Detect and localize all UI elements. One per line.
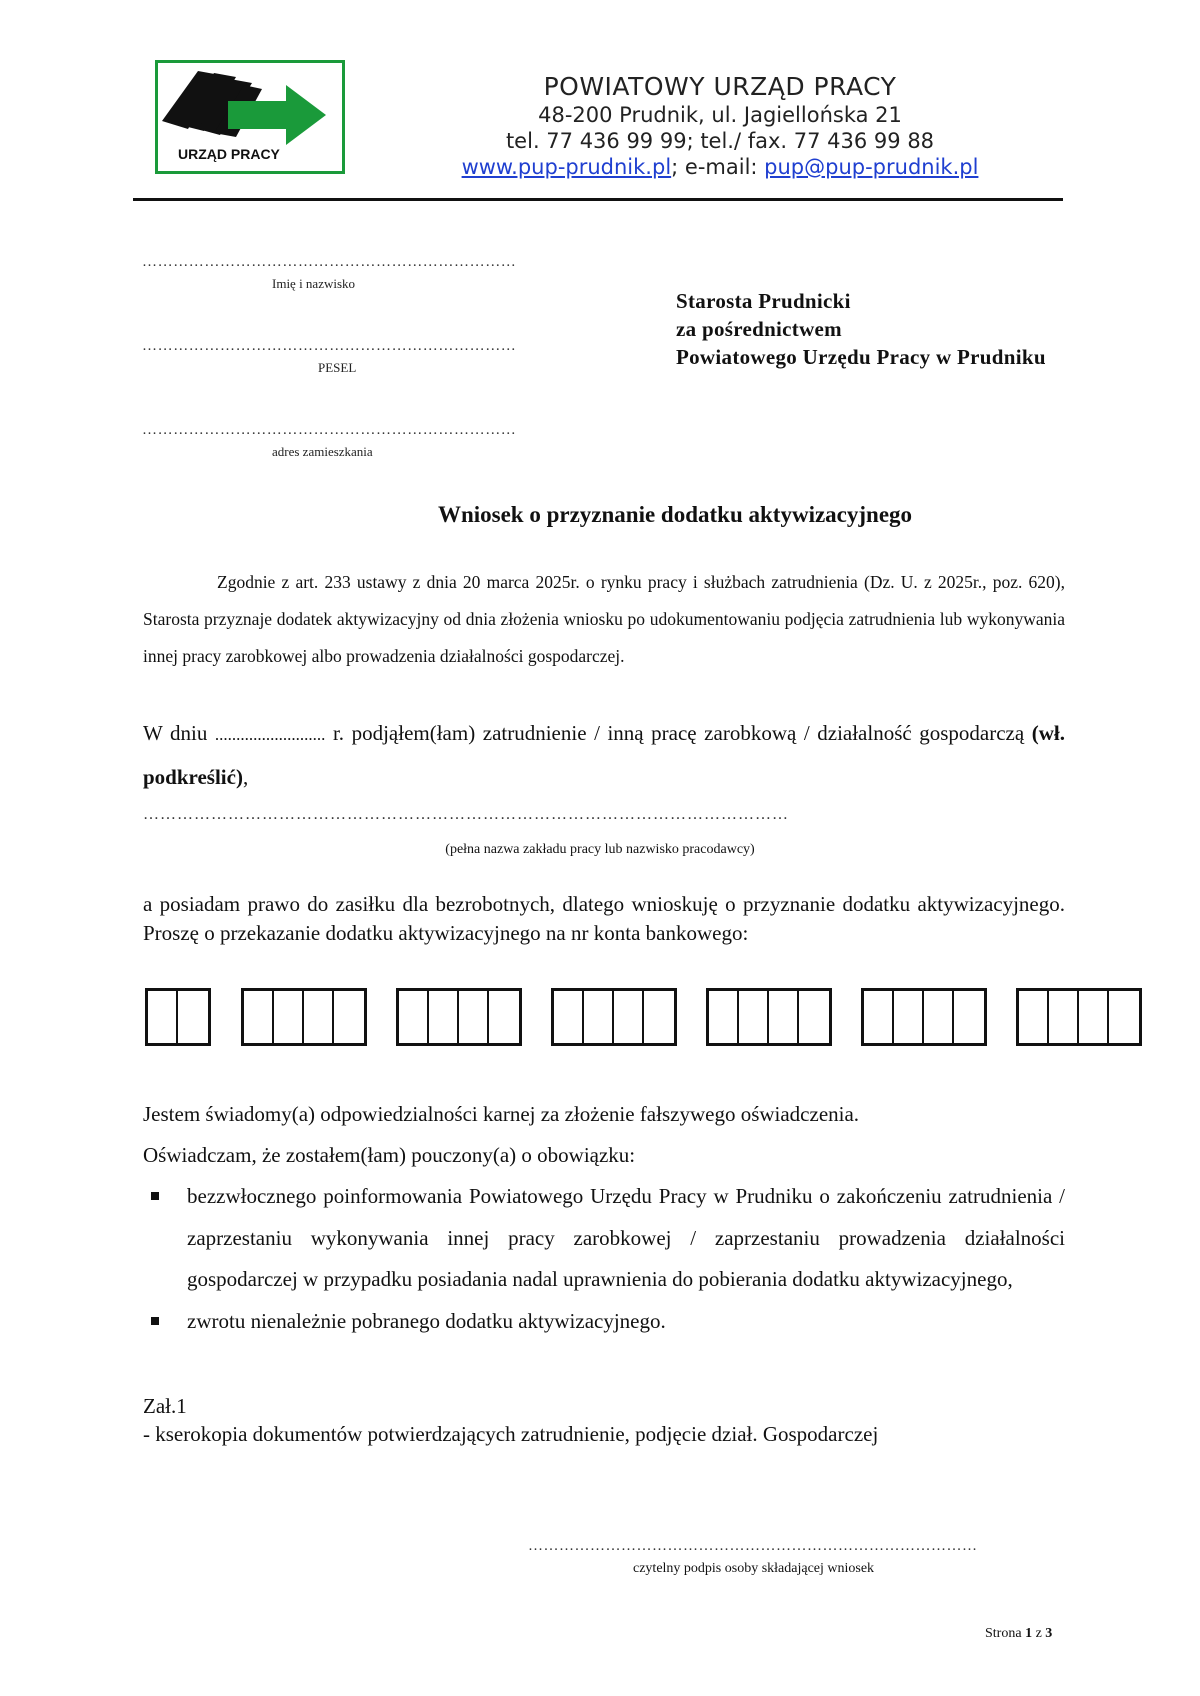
account-group: [145, 988, 211, 1046]
attachments: [143, 1392, 878, 1448]
org-header: [420, 72, 1020, 180]
email-link[interactable]: pup@pup-prudnik.pl: [764, 155, 979, 179]
account-digit-cell[interactable]: [584, 991, 614, 1043]
logo-text: URZĄD PRACY: [178, 146, 280, 162]
pesel-label: PESEL: [318, 360, 357, 375]
account-group: [396, 988, 522, 1046]
attachments-item: - kserokopia dokumentów potwierdzających zatrudnienie, podjęcie dział. Gospodarczej: [143, 1422, 879, 1446]
account-digit-cell[interactable]: [739, 991, 769, 1043]
account-digit-cell[interactable]: [924, 991, 954, 1043]
account-group: [706, 988, 832, 1046]
org-address: 48-200 Prudnik, ul. Jagiellońska 21: [538, 103, 902, 127]
page-current: 1: [1025, 1626, 1033, 1641]
bullet-icon: [151, 1192, 159, 1200]
bullet-icon: [151, 1317, 159, 1325]
account-digit-cell[interactable]: [459, 991, 489, 1043]
declaration-middle: r. podjąłem(łam) zatrudnienie / inną pracę zarobkową / działalność gospodarczą: [325, 721, 1032, 745]
org-contacts: [420, 154, 1020, 180]
account-digit-cell[interactable]: [769, 991, 799, 1043]
account-digit-cell[interactable]: [554, 991, 584, 1043]
declaration-underline-note: (wł. podkreślić): [143, 721, 1066, 789]
account-digit-cell[interactable]: [864, 991, 894, 1043]
account-digit-cell[interactable]: [614, 991, 644, 1043]
account-digit-cell[interactable]: [709, 991, 739, 1043]
website-link[interactable]: www.pup-prudnik.pl: [461, 155, 672, 179]
recipient-line-3: Powiatowego Urzędu Pracy w Prudniku: [676, 345, 1046, 369]
statement-line-1: Jestem świadomy(a) odpowiedzialności karnej za złożenie fałszywego oświadczenia.: [143, 1102, 860, 1126]
document-title: Wniosek o przyznanie dodatku aktywizacyjnego: [437, 502, 913, 527]
address-label: adres zamieszkania: [272, 444, 373, 459]
signature-field[interactable]: ……………………………………………………………………………: [528, 1538, 978, 1554]
page-number: [985, 1626, 1052, 1642]
account-digit-cell[interactable]: [799, 991, 829, 1043]
recipient-line-1: Starosta Prudnicki: [676, 289, 851, 313]
account-digit-cell[interactable]: [1079, 991, 1109, 1043]
account-digit-cell[interactable]: [1019, 991, 1049, 1043]
page-mid: z: [1032, 1626, 1046, 1641]
account-digit-cell[interactable]: [304, 991, 334, 1043]
account-digit-cell[interactable]: [334, 991, 364, 1043]
account-digit-cell[interactable]: [429, 991, 459, 1043]
header-divider: [133, 198, 1063, 201]
statement-line-2: Oświadczam, że zostałem(łam) pouczony(a) o obowiązku:: [143, 1143, 636, 1167]
account-digit-cell[interactable]: [954, 991, 984, 1043]
declaration-paragraph: [143, 712, 1065, 798]
recipient-block: [676, 287, 1046, 371]
duty-item-text: zwrotu nienależnie pobranego dodatku aktywizacyjnego.: [187, 1308, 666, 1333]
account-group: [861, 988, 987, 1046]
account-digit-cell[interactable]: [489, 991, 519, 1043]
account-digit-cell[interactable]: [1109, 991, 1139, 1043]
pesel-field[interactable]: ………………………………………………………………: [142, 338, 517, 354]
account-digit-cell[interactable]: [178, 991, 208, 1043]
attachments-label: Zał.1: [143, 1394, 187, 1418]
list-item: [143, 1301, 1065, 1343]
account-digit-cell[interactable]: [244, 991, 274, 1043]
declaration-prefix: W dniu: [143, 721, 215, 745]
org-phones: tel. 77 436 99 99; tel./ fax. 77 436 99 88: [505, 129, 935, 153]
bank-account-paragraph: a posiadam prawo do zasiłku dla bezrobotnych, dlatego wnioskuję o przyznanie dodatku aktywizacyjnego. Proszę o przekazanie dodatku aktywizacyjnego na nr konta bankowego:: [143, 892, 1065, 945]
account-digit-cell[interactable]: [894, 991, 924, 1043]
address-field[interactable]: ………………………………………………………………: [142, 422, 517, 438]
list-item: [143, 1176, 1065, 1301]
account-digit-cell[interactable]: [399, 991, 429, 1043]
account-digit-cell[interactable]: [148, 991, 178, 1043]
account-group: [241, 988, 367, 1046]
declaration-suffix: ,: [242, 765, 249, 789]
account-digit-cell[interactable]: [644, 991, 674, 1043]
account-group: [1016, 988, 1142, 1046]
name-label: Imię i nazwisko: [272, 276, 356, 291]
employer-label: (pełna nazwa zakładu pracy lub nazwisko pracodawcy): [445, 842, 755, 857]
account-digit-cell[interactable]: [274, 991, 304, 1043]
page-total: 3: [1045, 1626, 1053, 1641]
logo: [155, 60, 345, 174]
duty-item-text: bezzwłocznego poinformowania Powiatowego Urzędu Pracy w Prudniku o zakończeniu zatrudnienia / zaprzestaniu wykonywania innej pracy zarobkowej / zaprzestaniu prowadzenia działalności gospodarczej w przypadku posiadania nadal uprawnienia do pobierania dodatku aktywizacyjnego,: [187, 1184, 1065, 1291]
employer-field[interactable]: ……………………………………………………………………………………………………: [143, 806, 789, 823]
page-prefix: Strona: [985, 1626, 1026, 1641]
duty-list: [143, 1176, 1065, 1342]
intro-paragraph: Zgodnie z art. 233 ustawy z dnia 20 marca 2025r. o rynku pracy i służbach zatrudnienia (Dz. U. z 2025r., poz. 620), Starosta przyznaje dodatek aktywizacyjny od dnia złożenia wniosku po udokumentowaniu podjęcia zatrudnienia lub wykonywania innej pracy zarobkowej albo prowadzenia działalności gospodarczej.: [143, 572, 1065, 666]
email-label: ; e-mail:: [671, 155, 765, 179]
account-group: [551, 988, 677, 1046]
statement-paragraph: [143, 1094, 1065, 1176]
account-digit-cell[interactable]: [1049, 991, 1079, 1043]
recipient-line-2: za pośrednictwem: [676, 317, 842, 341]
name-field[interactable]: ………………………………………………………………: [142, 254, 517, 270]
date-field[interactable]: ..........................: [214, 725, 326, 744]
signature-label: czytelny podpis osoby składającej wniosek: [633, 1561, 875, 1576]
org-name: POWIATOWY URZĄD PRACY: [543, 72, 897, 101]
